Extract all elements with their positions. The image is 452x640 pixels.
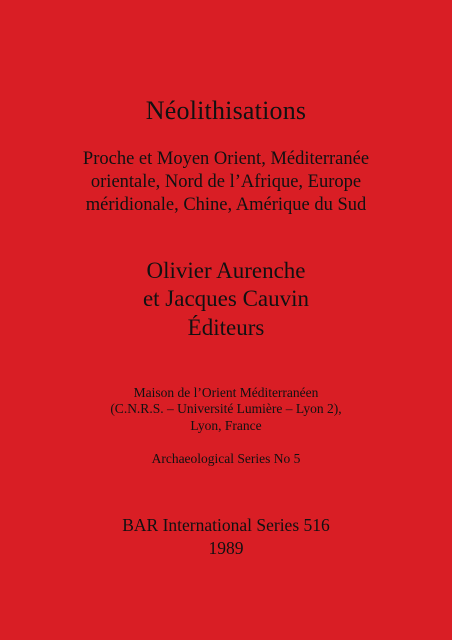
subtitle-line-2: orientale, Nord de l’Afrique, Europe (90, 172, 362, 192)
institution-line-3: Lyon, France (190, 418, 262, 433)
editor-line-1: Olivier Aurenche (146, 258, 306, 283)
book-title: Néolithisations (145, 96, 307, 125)
subtitle-line-3: méridionale, Chine, Amérique du Sud (85, 195, 367, 215)
institution-line-2: (C.N.R.S. – Université Lumière – Lyon 2), (110, 401, 342, 416)
editor-line-2: et Jacques Cauvin (142, 286, 310, 311)
archaeological-series: Archaeological Series No 5 (151, 451, 301, 466)
subtitle-line-1: Proche et Moyen Orient, Méditerranée (82, 149, 370, 169)
bar-series: BAR International Series 516 (122, 515, 330, 535)
institution-line-1: Maison de l’Orient Méditerranéen (133, 385, 319, 400)
editors-label: Éditeurs (187, 315, 265, 340)
publication-year: 1989 (208, 538, 244, 558)
